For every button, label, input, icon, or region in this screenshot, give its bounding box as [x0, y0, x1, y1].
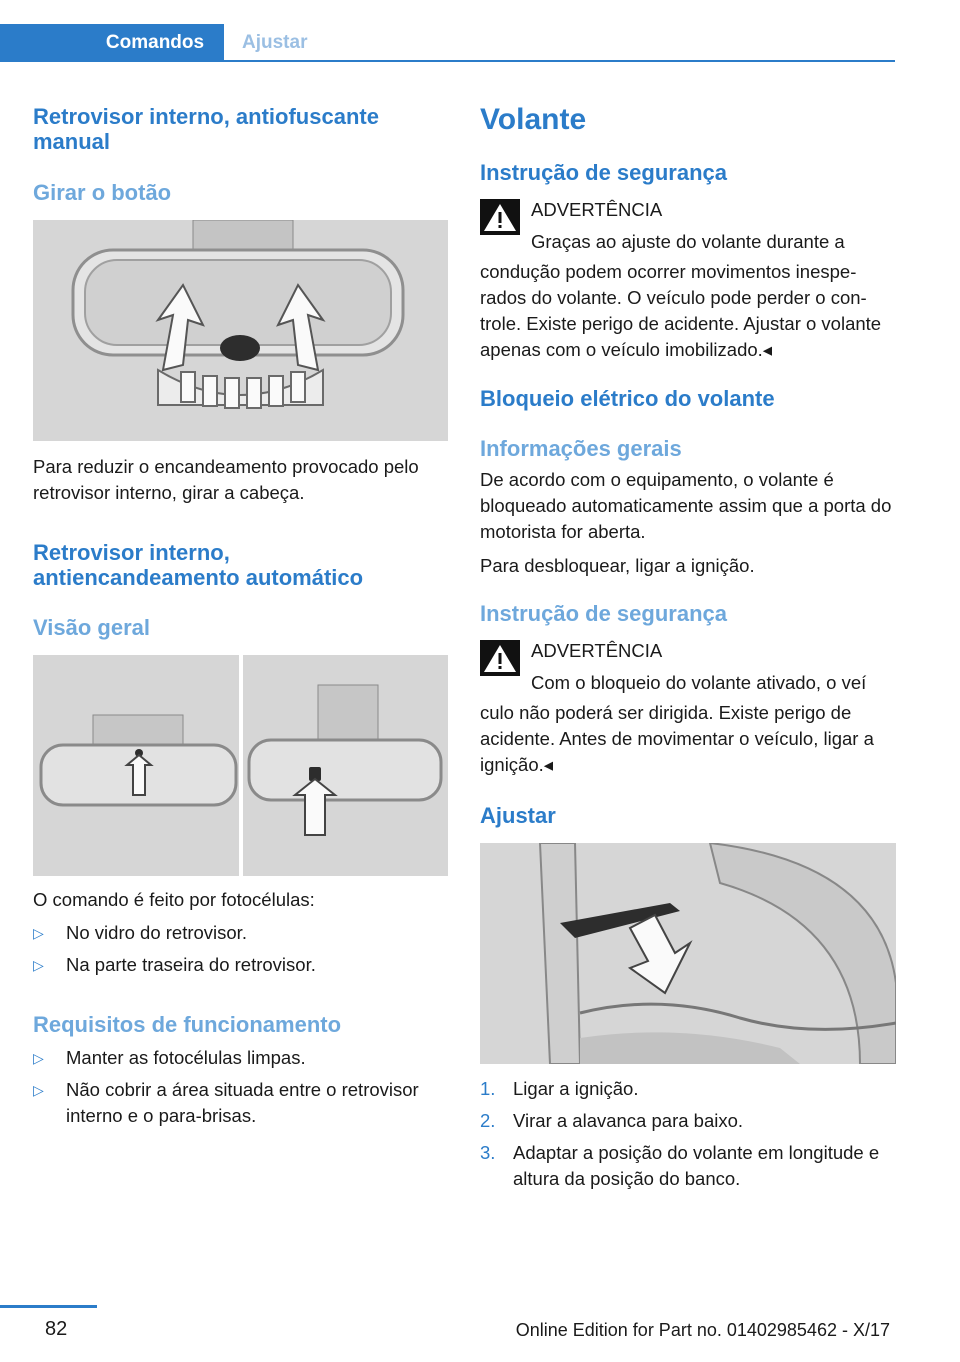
- text-reduce-glare: Para reduzir o encandeamento provocado pelo retrovisor interno, girar a cabeça.: [33, 456, 419, 503]
- triangle-bullet-icon: ▷: [33, 1082, 44, 1098]
- heading-adjust: Ajustar: [480, 803, 556, 828]
- warning-triangle-icon: [480, 199, 520, 235]
- warning-text-2: culo não poderá ser dirigida. Existe perigo de acidente. Antes de movimentar o veículo, ligar a ignição.◂: [480, 702, 874, 775]
- warning-label-1: ADVERTÊNCIA: [531, 199, 663, 220]
- triangle-bullet-icon: ▷: [33, 925, 44, 941]
- section-tabs: [0, 24, 895, 62]
- text-photocell-intro: O comando é feito por fotocélulas:: [33, 889, 315, 910]
- footer-rule: [0, 1305, 97, 1308]
- list-item: 3. Adaptar a posição do volante em longitude e altura da posição do banco.: [480, 1142, 880, 1189]
- figure-steering-lever: [480, 843, 896, 1064]
- heading-safety-1: Instrução de segurança: [480, 160, 727, 185]
- figure-manual-mirror: [33, 220, 448, 441]
- page-number: 82: [45, 1318, 68, 1340]
- list-item: ▷ Na parte traseira do retrovisor.: [33, 952, 448, 978]
- subheading-overview: Visão geral: [33, 615, 150, 640]
- list-item: 1. Ligar a ignição.: [480, 1078, 639, 1099]
- warning-box-2: [480, 638, 896, 778]
- section-title-steering-wheel: Volante: [480, 103, 587, 136]
- warning-first-line-1: Graças ao ajuste do volante durante a: [531, 231, 845, 252]
- list-item: 2. Virar a alavanca para baixo.: [480, 1110, 744, 1131]
- tab-comandos[interactable]: Comandos: [0, 24, 224, 62]
- adjust-steps-list: [480, 1076, 896, 1192]
- warning-label-2: ADVERTÊNCIA: [531, 640, 663, 661]
- subheading-turn-knob: Girar o botão: [33, 180, 172, 205]
- heading-safety-2: Instrução de segurança: [480, 601, 727, 626]
- list-item: ▷ Não cobrir a área situada entre o retrovisor interno e o para-brisas.: [33, 1079, 419, 1126]
- warning-box-1: [480, 197, 896, 363]
- subheading-requirements: Requisitos de funcionamento: [33, 1012, 342, 1037]
- figure-auto-dimming-mirror: [33, 655, 448, 876]
- text-unlock: Para desbloquear, ligar a ignição.: [480, 555, 755, 576]
- text-lock-info: De acordo com o equipamento, o volante é bloqueado automaticamente assim que a porta do motorista for aberta.: [480, 469, 892, 542]
- photocell-illustration: [33, 655, 448, 876]
- list-item: ▷ Manter as fotocélulas limpas.: [33, 1045, 448, 1071]
- list-item: ▷ No vidro do retrovisor.: [33, 920, 448, 946]
- photocell-locations-list: [33, 920, 448, 978]
- triangle-bullet-icon: ▷: [33, 1050, 44, 1066]
- warning-first-line-2: Com o bloqueio do volante ativado, o veí: [531, 672, 867, 693]
- edition-note: Online Edition for Part no. 01402985462 - X/17: [515, 1320, 890, 1340]
- warning-triangle-icon: [480, 640, 520, 676]
- subheading-general-info: Informações gerais: [480, 436, 682, 461]
- rearview-mirror-illustration: [33, 220, 448, 441]
- warning-text-1: condução podem ocorrer movimentos inesperados do volante. O veículo pode perder o controle. Existe perigo de acidente. Ajustar o volante apenas com o veículo imobilizado.◂: [480, 261, 882, 360]
- heading-auto-dimming: Retrovisor interno, antiencandeamento automático: [33, 540, 364, 590]
- triangle-bullet-icon: ▷: [33, 957, 44, 973]
- heading-electric-lock: Bloqueio elétrico do volante: [480, 386, 775, 411]
- tab-ajustar[interactable]: Ajustar: [242, 32, 308, 53]
- steering-lever-illustration: [480, 843, 896, 1064]
- tab-underline: [224, 60, 895, 62]
- requirements-list: [33, 1045, 448, 1129]
- heading-manual-mirror: Retrovisor interno, antiofuscante manual: [33, 104, 379, 154]
